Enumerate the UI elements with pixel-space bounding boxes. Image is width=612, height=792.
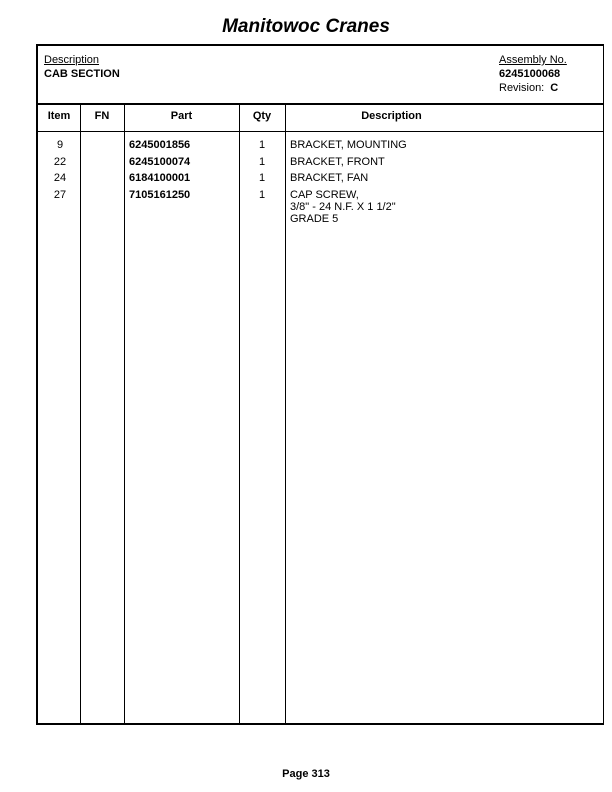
- column-header-row: [38, 103, 603, 132]
- description-label: Description: [44, 54, 100, 66]
- description-cell: [290, 172, 368, 184]
- qty-cell: 1: [258, 139, 266, 151]
- column-header-item: Item: [47, 110, 71, 122]
- description-line: GRADE 5: [290, 213, 339, 225]
- part-cell: 6245001856: [129, 139, 191, 151]
- item-cell: 22: [53, 156, 67, 168]
- assembly-header: [38, 46, 603, 105]
- description-line: 3/8" - 24 N.F. X 1 1/2": [290, 201, 396, 213]
- revision: [499, 82, 558, 94]
- description-cell: [290, 156, 385, 168]
- page-number: Page 313: [282, 768, 330, 780]
- item-cell: 27: [53, 189, 67, 201]
- qty-cell: 1: [258, 172, 266, 184]
- part-cell: 7105161250: [129, 189, 191, 201]
- column-header-part: Part: [170, 110, 193, 122]
- page-title: Manitowoc Cranes: [222, 16, 390, 37]
- column-header-fn: FN: [94, 110, 110, 122]
- column-header-description: Description: [361, 110, 422, 122]
- revision-label: Revision:: [499, 82, 545, 94]
- description-line: BRACKET, FAN: [290, 172, 369, 184]
- description-cell: [290, 139, 407, 151]
- description-value: CAB SECTION: [44, 68, 120, 80]
- qty-cell: 1: [258, 156, 266, 168]
- qty-cell: 1: [258, 189, 266, 201]
- description-cell: [290, 189, 396, 225]
- parts-table-frame: [36, 44, 604, 725]
- revision-value: C: [550, 82, 559, 94]
- item-cell: 24: [53, 172, 67, 184]
- column-divider: [285, 103, 286, 723]
- description-line: BRACKET, FRONT: [290, 156, 385, 168]
- assembly-number-value: 6245100068: [499, 68, 561, 80]
- part-cell: 6245100074: [129, 156, 191, 168]
- column-header-qty: Qty: [252, 110, 272, 122]
- assembly-number-label: Assembly No.: [499, 54, 567, 66]
- item-cell: 9: [56, 139, 64, 151]
- description-line: CAP SCREW,: [290, 189, 359, 201]
- description-line: BRACKET, MOUNTING: [290, 139, 407, 151]
- column-divider: [124, 103, 125, 723]
- part-cell: 6184100001: [129, 172, 191, 184]
